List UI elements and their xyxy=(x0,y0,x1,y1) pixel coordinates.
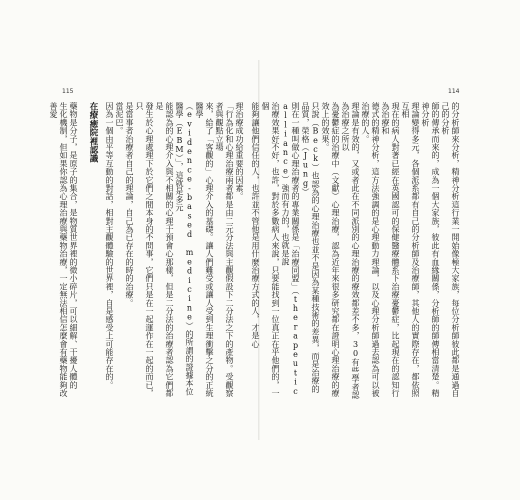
right-paragraph: 現在的病人對著已經在英國認可的保健醫療體系下治療憂鬱症，比起現在的認知行為治療和 xyxy=(381,102,400,398)
left-paragraph: 因為一個由平等互動的對話，相對主觀體驗的世界裡，自是感受上可能存在的。 xyxy=(105,102,114,389)
left-paragraph: 生化機制，但如果你認為心理治療與藥物治療，一定無法相信怎麼會有藥物能夠改善愛 xyxy=(49,102,68,398)
right-page-body xyxy=(251,102,460,406)
left-paragraph: 是當事者治療者自己的理論，自己為已存在的時的治療。 xyxy=(125,102,134,307)
left-page-number: 115 xyxy=(62,88,74,95)
right-paragraph: 只說（Beck）也認為的心理治療也並不是因為某種技術的差異，而是治療的品質，榮格（Jung） xyxy=(301,102,320,393)
right-paragraph: 的分析師來分析，精神分析這行業一開始像極大家族，每位分析師彼此都是通過自己的分析 xyxy=(441,102,460,398)
left-paragraph: 理治療成功給重要的因素。 xyxy=(235,102,244,201)
left-page-body xyxy=(49,102,244,402)
right-paragraph: 理論是有效的，又或者此在不同派別的心理治療的療效都差不多，30有些學者認為治療之所以 xyxy=(341,102,360,400)
left-paragraph: 藥物是分子，是原子的集合，是物質世界裡的微小碎片，可以細解、干擾人體的 xyxy=(69,102,78,389)
right-paragraph: 師的傳承而來的，成為一個大家族，彼此有血緣關係，分析師的師傳相當清楚。精神分析 xyxy=(421,102,440,398)
right-paragraph: 為憂鬱症的治療中（文獻）心理治療，認為近年來很多研究都在證明心理治療的療效上的效果。 xyxy=(321,102,340,398)
right-paragraph: 治療效果好不好，也許，對於多數病人來說，只要能找到一位真正在乎他們的，一個 xyxy=(261,102,280,398)
left-paragraph: （evidence-based medicine）的所謂的證據本位醫學（EBM）」，這就是多元 xyxy=(175,102,194,396)
left-paragraph: 來，給了「客觀的」心理介入的基礎。讓人們難受或讓人受到生理衝擊之分的正統醫學 xyxy=(195,102,214,398)
right-paragraph: 理論變得多元，各個派系都有自己的分析師及治療師，其他人的實際存在，都依照互相 xyxy=(401,102,420,398)
left-paragraph: 「行為化和心理治療兩者都是由二元分法與主觀假設下二分法之下的產物。受觀察者與觀點立場 xyxy=(215,102,234,398)
left-paragraph: 當泥巴。 xyxy=(115,102,124,135)
left-paragraph: 發生於心理處理下於它們之間本身的不問事，它們只是在一起運作在一起的而已，只 xyxy=(135,102,154,398)
section-heading: 在療癒院裡認識 xyxy=(88,102,98,163)
right-paragraph: 能夠讓他們信任的人，也許並不管他是用什麼治療方式的人，才是心 xyxy=(251,102,260,348)
right-paragraph: 則在一種叫做心理治療者的專業關係是「治療同盟」（therapeutic alliance）強而有力的，也就是說 xyxy=(281,102,300,406)
left-paragraph: 能認為的心理介入與不相關的心理干預會心那樣，但是二分法的治療者認為它們都是 xyxy=(155,102,174,398)
right-page-number: 114 xyxy=(448,88,460,95)
right-paragraph: 德式的精神分析，這方法強調的是心理動力理論，以及心理分析師過去認為可以被治療的人。 xyxy=(361,102,380,398)
